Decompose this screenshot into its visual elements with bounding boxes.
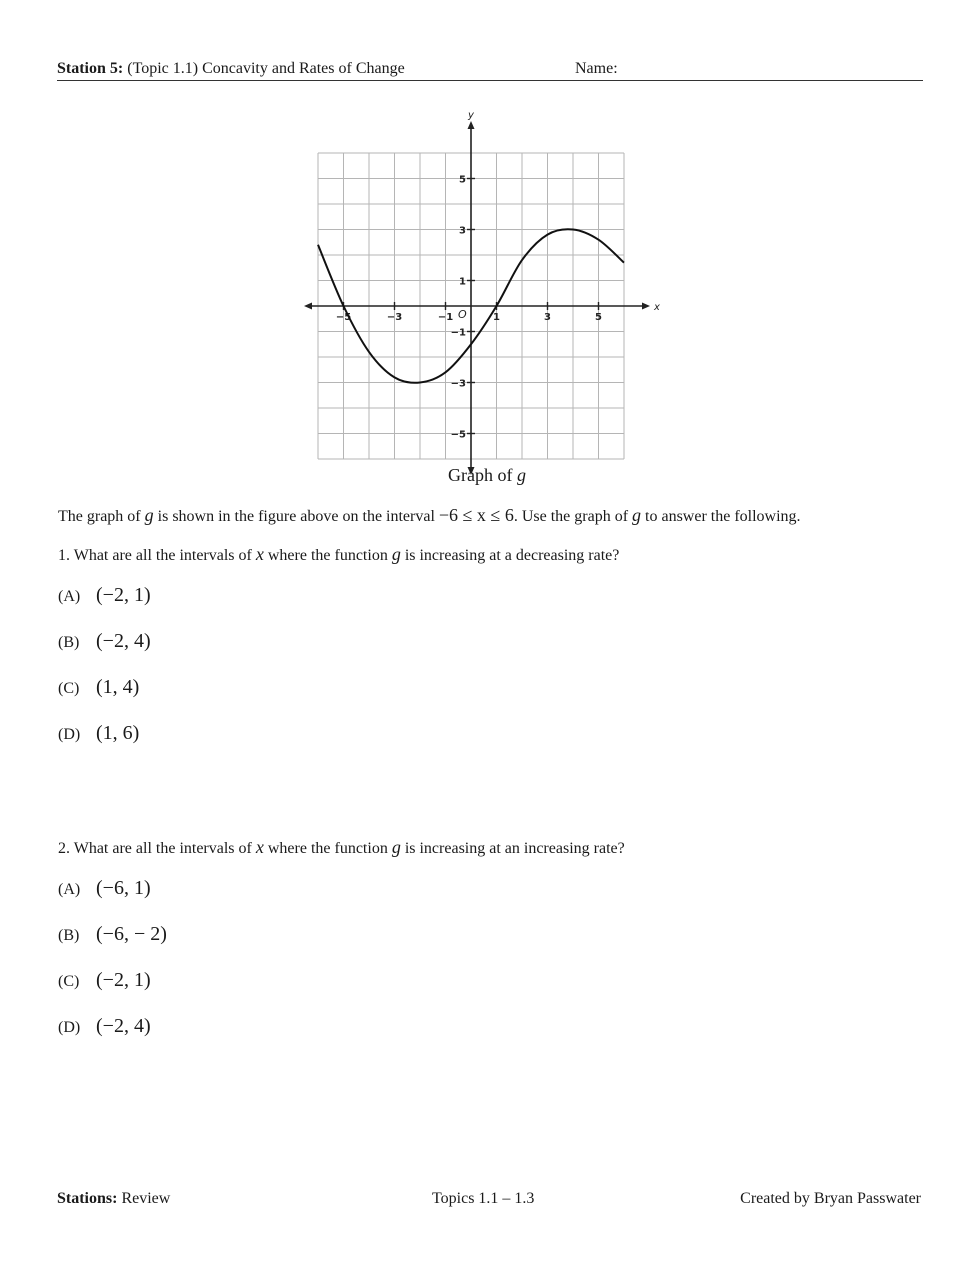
choice-value: (−6, 1) bbox=[96, 877, 151, 899]
question-2-number: 2. bbox=[58, 840, 70, 857]
x-tick-label: 3 bbox=[544, 312, 551, 323]
y-axis-label: y bbox=[468, 110, 474, 121]
choice-value: (−2, 4) bbox=[96, 1015, 151, 1037]
q1-choice-a[interactable] bbox=[58, 584, 151, 607]
y-tick-label: −3 bbox=[450, 378, 466, 390]
question-1-part-b: where the function bbox=[267, 547, 388, 564]
y-axis-arrow bbox=[468, 121, 475, 129]
footer-left bbox=[57, 1190, 170, 1208]
x-tick-label: −5 bbox=[335, 312, 352, 323]
footer-center: Topics 1.1 – 1.3 bbox=[432, 1190, 535, 1207]
page-header bbox=[57, 58, 923, 81]
choice-letter: (C) bbox=[58, 680, 80, 697]
intro-interval: −6 ≤ x ≤ 6 bbox=[438, 505, 514, 525]
q1-choice-d[interactable] bbox=[58, 722, 139, 745]
question-2-part-a: What are all the intervals of bbox=[73, 840, 252, 857]
q1-choice-b[interactable] bbox=[58, 630, 151, 653]
question-2 bbox=[58, 837, 625, 858]
graph-figure bbox=[300, 110, 670, 490]
choice-letter: (B) bbox=[58, 927, 80, 944]
intro-part-b: is shown in the figure above on the interval bbox=[157, 508, 435, 525]
choice-letter: (C) bbox=[58, 973, 80, 990]
choice-letter: (A) bbox=[58, 881, 81, 898]
y-tick-label: 3 bbox=[459, 225, 466, 237]
question-2-part-b: where the function bbox=[267, 840, 388, 857]
intro-func: g bbox=[144, 505, 154, 525]
graph-caption-text: Graph of bbox=[448, 465, 513, 485]
x-tick-label: 5 bbox=[595, 312, 602, 323]
choice-value: (−2, 1) bbox=[96, 969, 151, 991]
question-1-part-a: What are all the intervals of bbox=[73, 547, 252, 564]
intro-part-a: The graph of bbox=[58, 508, 141, 525]
question-1-number: 1. bbox=[58, 547, 70, 564]
q1-choice-c[interactable] bbox=[58, 676, 139, 699]
name-field-label: Name: bbox=[575, 60, 618, 77]
intro-func-2: g bbox=[632, 505, 642, 525]
y-tick-label: 1 bbox=[459, 276, 466, 288]
question-2-part-c: is increasing at an increasing rate? bbox=[404, 840, 625, 857]
x-axis-arrow-left bbox=[304, 303, 312, 310]
q2-choice-c[interactable] bbox=[58, 969, 151, 992]
choice-letter: (D) bbox=[58, 1019, 81, 1036]
y-tick-label: 5 bbox=[459, 174, 466, 186]
graph-of-g bbox=[300, 110, 670, 490]
x-axis-arrow bbox=[642, 303, 650, 310]
q2-choice-b[interactable] bbox=[58, 923, 167, 946]
q2-choice-a[interactable] bbox=[58, 877, 151, 900]
x-axis-label: x bbox=[654, 302, 660, 313]
footer-right: Created by Bryan Passwater bbox=[740, 1190, 921, 1207]
q2-choice-d[interactable] bbox=[58, 1015, 151, 1038]
intro-part-d: to answer the following. bbox=[645, 508, 801, 525]
question-2-func: g bbox=[391, 837, 401, 857]
question-2-var: x bbox=[255, 837, 264, 857]
question-1-part-c: is increasing at a decreasing rate? bbox=[404, 547, 620, 564]
x-tick-label: −1 bbox=[437, 312, 454, 323]
choice-letter: (A) bbox=[58, 588, 81, 605]
choice-letter: (D) bbox=[58, 726, 81, 743]
question-1-func: g bbox=[391, 544, 401, 564]
footer-left-text: Review bbox=[121, 1190, 171, 1207]
graph-caption-func: g bbox=[516, 465, 526, 485]
choice-value: (−6, − 2) bbox=[96, 923, 167, 945]
x-tick-label: −3 bbox=[386, 312, 403, 323]
question-1-var: x bbox=[255, 544, 264, 564]
y-tick-label: −1 bbox=[450, 327, 466, 339]
footer-left-bold: Stations: bbox=[57, 1190, 118, 1207]
choice-letter: (B) bbox=[58, 634, 80, 651]
station-label: Station 5: bbox=[57, 60, 124, 77]
question-1 bbox=[58, 544, 619, 565]
choice-value: (1, 6) bbox=[96, 722, 140, 744]
origin-label: O bbox=[458, 308, 467, 321]
intro-text bbox=[58, 505, 801, 526]
x-tick-label: 1 bbox=[493, 312, 500, 323]
y-tick-label: −5 bbox=[450, 429, 466, 441]
choice-value: (1, 4) bbox=[96, 676, 140, 698]
graph-caption bbox=[448, 465, 526, 486]
intro-part-c: . Use the graph of bbox=[513, 508, 629, 525]
choice-value: (−2, 4) bbox=[96, 630, 151, 652]
station-title bbox=[57, 60, 405, 78]
station-topic: (Topic 1.1) Concavity and Rates of Change bbox=[127, 60, 405, 77]
choice-value: (−2, 1) bbox=[96, 584, 151, 606]
